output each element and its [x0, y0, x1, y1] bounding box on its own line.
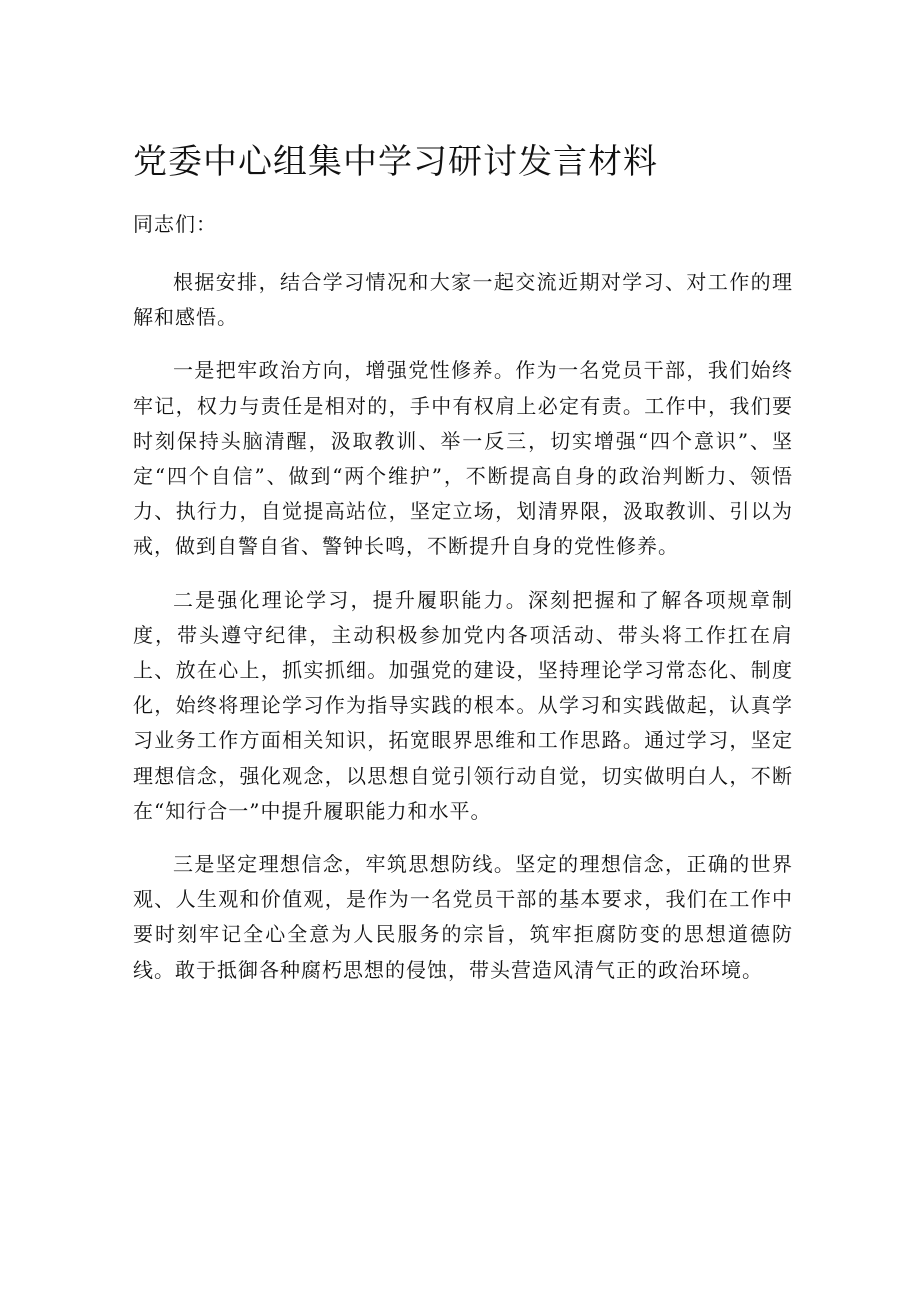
paragraph-ideals-beliefs: 三是坚定理想信念，牢筑思想防线。坚定的理想信念，正确的世界观、人生观和价值观，是作为一名党员干部的基本要求，我们在工作中要时刻牢记全心全意为人民服务的宗旨，筑牢拒腐防变的思想道德防线。敢于抵御各种腐朽思想的侵蚀，带头营造风清气正的政治环境。	[133, 852, 793, 982]
paragraph-political-direction: 一是把牢政治方向，增强党性修养。作为一名党员干部，我们始终牢记，权力与责任是相对的，手中有权肩上必定有责。工作中，我们要时刻保持头脑清醒，汲取教训、举一反三，切实增强“四个意识”、坚定“四个自信”、做到“两个维护”，不断提高自身的政治判断力、领悟力、执行力，自觉提高站位，坚定立场，划清界限，汲取教训、引以为戒，做到自警自省、警钟长鸣，不断提升自身的党性修养。	[133, 358, 793, 559]
salutation: 同志们：	[133, 212, 217, 236]
document-title: 党委中心组集中学习研讨发言材料	[133, 142, 658, 182]
paragraph-theory-study: 二是强化理论学习，提升履职能力。深刻把握和了解各项规章制度，带头遵守纪律，主动积极参加党内各项活动、带头将工作扛在肩上、放在心上，抓实抓细。加强党的建设，坚持理论学习常态化、制度化，始终将理论学习作为指导实践的根本。从学习和实践做起，认真学习业务工作方面相关知识，拓宽眼界思维和工作思路。通过学习，坚定理想信念，强化观念，以思想自觉引领行动自觉，切实做明白人，不断在“知行合一”中提升履职能力和水平。	[133, 587, 793, 823]
paragraph-intro: 根据安排，结合学习情况和大家一起交流近期对学习、对工作的理解和感悟。	[133, 270, 793, 330]
document-content	[133, 140, 793, 988]
